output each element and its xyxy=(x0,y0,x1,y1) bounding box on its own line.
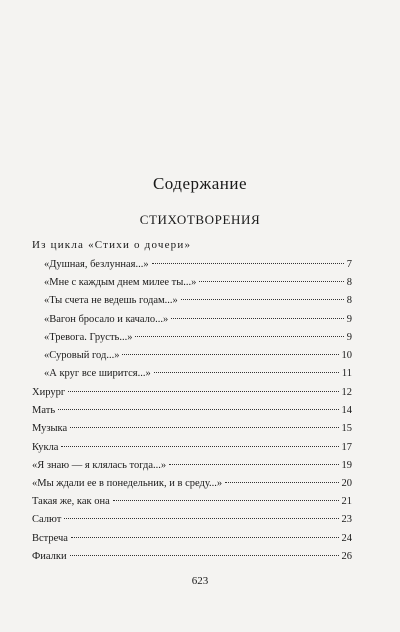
dot-leader xyxy=(152,263,344,264)
dot-leader xyxy=(199,281,343,282)
toc-entry xyxy=(32,420,352,438)
toc-entry xyxy=(44,311,352,329)
entry-page-number: 15 xyxy=(341,423,352,435)
dot-leader xyxy=(171,318,343,319)
dot-leader xyxy=(64,518,338,519)
entry-title: «Мы ждали ее в понедельник, и в среду...» xyxy=(32,478,223,489)
toc-entry xyxy=(32,402,352,420)
toc-entry xyxy=(44,365,352,383)
entry-page-number: 19 xyxy=(341,459,352,471)
entry-page-number: 8 xyxy=(346,295,352,307)
toc-entry xyxy=(44,256,352,274)
entry-page-number: 7 xyxy=(346,259,352,270)
entry-title: Кукла xyxy=(32,441,59,453)
entry-page-number: 8 xyxy=(346,277,352,289)
dot-leader xyxy=(113,500,339,501)
dot-leader xyxy=(169,464,338,465)
toc-entry xyxy=(44,292,352,310)
dot-leader xyxy=(58,409,338,410)
toc-entry xyxy=(32,384,352,402)
dot-leader xyxy=(68,391,338,392)
entry-page-number: 20 xyxy=(341,478,352,489)
page-title: Содержание xyxy=(152,174,248,193)
entry-title: «Тревога. Грусть...» xyxy=(44,331,133,343)
entry-title: Встреча xyxy=(32,532,68,544)
entry-page-number: 17 xyxy=(341,441,352,453)
page-number: 623 xyxy=(191,575,209,587)
toc-entry xyxy=(44,274,352,292)
toc-entry xyxy=(32,493,352,511)
entry-title: Такая же, как она xyxy=(32,496,110,508)
dot-leader xyxy=(70,427,338,428)
entry-page-number: 11 xyxy=(341,368,352,380)
entry-title: «А круг все ширится...» xyxy=(44,368,151,380)
entry-page-number: 14 xyxy=(341,405,352,417)
entry-title: «Суровый год...» xyxy=(44,350,120,361)
entry-page-number: 21 xyxy=(341,496,352,508)
entry-page-number: 10 xyxy=(341,350,352,361)
dot-leader xyxy=(154,372,339,373)
dot-leader xyxy=(135,336,343,337)
toc-entry xyxy=(44,347,352,365)
dot-leader xyxy=(61,446,338,447)
entry-title: Мать xyxy=(32,405,56,417)
toc-entry xyxy=(44,329,352,347)
entry-page-number: 9 xyxy=(346,313,352,325)
toc-entry xyxy=(32,439,352,457)
toc-entry xyxy=(32,511,352,529)
entry-title: Музыка xyxy=(32,423,68,435)
entry-title: «Мне с каждым днем милее ты...» xyxy=(44,277,197,289)
toc-entry xyxy=(32,457,352,475)
entry-title: Салют xyxy=(32,514,62,526)
entry-title: «Ты счета не ведешь годам...» xyxy=(44,295,178,307)
entry-title: Фиалки xyxy=(32,550,67,562)
entry-page-number: 24 xyxy=(341,532,352,544)
dot-leader xyxy=(71,537,339,538)
entry-page-number: 23 xyxy=(341,514,352,526)
entry-title: «Душная, безлунная...» xyxy=(44,259,149,270)
cycle-heading: Из цикла «Стихи о дочери» xyxy=(32,239,192,251)
entry-page-number: 9 xyxy=(346,331,352,343)
dot-leader xyxy=(122,354,338,355)
entry-title: «Вагон бросало и качало...» xyxy=(44,313,169,325)
toc-entry xyxy=(32,530,352,548)
toc-entry xyxy=(32,548,352,566)
entry-title: «Я знаю — я клялась тогда...» xyxy=(32,459,167,471)
entry-page-number: 12 xyxy=(341,387,352,398)
dot-leader xyxy=(70,555,339,556)
toc-entry xyxy=(32,475,352,493)
dot-leader xyxy=(181,299,344,300)
entry-page-number: 26 xyxy=(341,550,352,562)
dot-leader xyxy=(225,482,338,483)
section-heading: СТИХОТВОРЕНИЯ xyxy=(139,212,261,227)
entry-title: Хирург xyxy=(32,387,66,398)
